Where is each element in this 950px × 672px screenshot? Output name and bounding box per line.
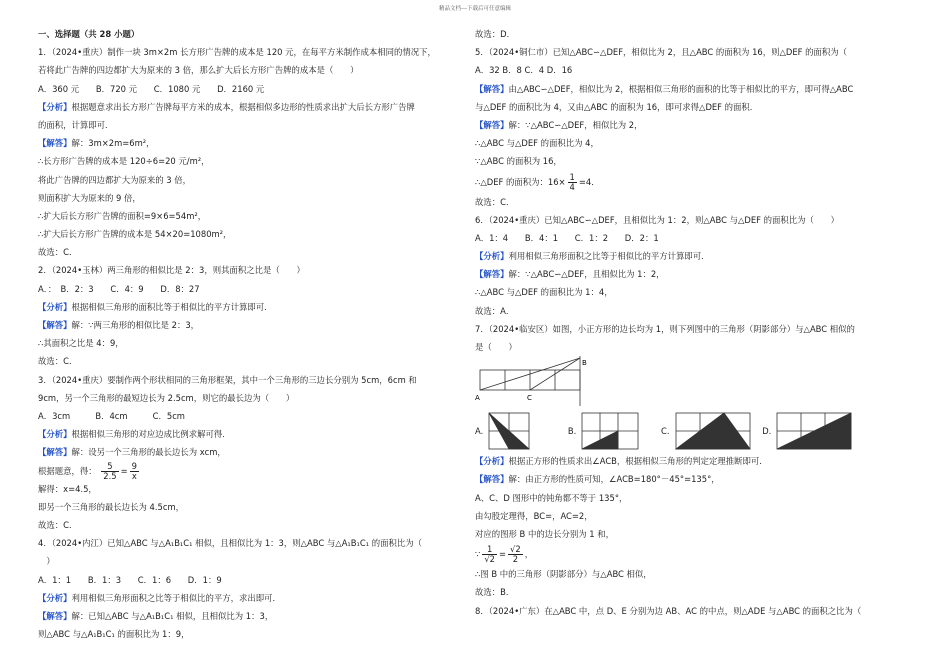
equation-suffix: =4． [578,176,600,187]
text-line [475,470,915,488]
line-text: 由勾股定理得，BC=，AC=2， [475,510,593,521]
text-line [38,80,473,98]
text-line [475,507,915,525]
line-text: 9cm，另一个三角形的最短边长为 2.5cm，则它的最长边为（ ） [38,392,295,403]
text-line [38,171,473,189]
section-tag: 【解答】 [38,138,72,149]
line-text: 5．（2024•铜仁市）已知△ABC∽△DEF，相似比为 2，且△ABC 的面积为 16，则△DEF 的面积为（ [475,47,848,58]
section-tag: 【解答】 [475,119,509,130]
text-line [475,43,915,61]
left-column [38,25,473,643]
text-line [475,193,915,211]
q7-figure [475,356,915,408]
text-line [475,80,915,98]
line-text: 解：已知△ABC 与△A₁B₁C₁ 相似，且相似比为 1：3， [71,611,274,621]
line-text: 则面积扩大为原来的 9 倍， [38,192,141,203]
text-line [38,243,473,261]
denominator: √2 [484,554,496,565]
section-tag: 【分析】 [38,301,72,312]
line-text: 4．（2024•内江）已知△ABC 与△A₁B₁C₁ 相似，且相似比为 1：3，则△ABC 与△A₁B₁C₁ 的面积比为（ [38,538,423,549]
line-text: 解：设另一个三角形的最长边长为 xcm， [71,447,226,458]
option-c-figure[interactable] [674,411,754,451]
text-line [38,480,473,498]
text-line [475,247,915,265]
text-line [475,116,915,134]
label-a: A [475,394,480,403]
text-line [475,152,915,170]
denominator: 4 [569,181,575,192]
fraction [130,462,139,480]
line-text: 解得：x=4.5， [38,483,97,494]
text-line [38,534,473,552]
option-b-figure[interactable] [580,411,644,451]
numerator: √2 [510,544,521,555]
line-text: ∴扩大后长方形广告牌的面积=9×6=54m²， [38,210,207,221]
page-header: 精品文档---下载后可任意编辑 [439,6,511,12]
text-line [475,338,915,356]
text-line [38,225,473,243]
line-text: 8．（2024•广东）在△ABC 中，点 D、E 分别为边 AB、AC 的中点，则△ADE 与△ABC 的面积之比为（ [475,605,862,616]
text-line [38,371,473,389]
denominator: 2 [512,554,519,565]
line-text: 即另一个三角形的最长边长为 4.5cm， [38,501,184,512]
line-text: 对应的图形 B 中的边长分别为 1 和， [475,528,614,539]
text-line [38,116,473,134]
line-text: 解：由正方形的性质可知，∠ACB=180°－45°=135°， [508,474,720,485]
text-line [38,316,473,334]
line-text: 根据相似三角形的面积比等于相似比的平方计算即可． [71,301,273,312]
line-text: ∴扩大后长方形广告牌的成本是 54×20=1080m²， [38,229,232,240]
line-text: 6．（2024•重庆）已知△ABC∽△DEF，且相似比为 1：2，则△ABC 与△DEF 的面积比为（ ） [475,214,840,225]
line-text: A．1：1 B．1：3 C．1：6 D．1：9 [38,574,222,585]
text-line [38,334,473,352]
denominator: x [131,470,137,480]
text-line [38,571,473,589]
numerator: 1 [569,171,575,182]
option-a-figure[interactable] [487,411,551,451]
option-b-label: B. [567,425,577,436]
text-line [38,425,473,443]
section-tag: 【解答】 [38,447,72,458]
line-text: A．1：4 B．4：1 C．1：2 D．2：1 [475,232,659,243]
section-tag: 【解答】 [475,83,509,94]
fraction [482,545,497,564]
line-text: 2．（2024•玉林）两三角形的相似比是 2：3，则其面积之比是（ ） [38,265,305,276]
option-d-label: D. [762,425,772,436]
text-line [475,452,915,470]
fraction [568,173,577,192]
text-line [38,280,473,298]
line-text: 解：3m×2m=6m²， [71,138,155,149]
equation-prefix: 根据题意，得： [38,465,97,476]
text-line [38,498,473,516]
line-text: ∴长方形广告牌的成本是 120÷6=20 元/m²， [38,156,210,167]
text-line [475,602,915,620]
line-text: 故选：C． [38,356,78,367]
fraction [101,462,118,480]
text-line [475,320,915,338]
line-text: 是（ ） [475,342,517,352]
text-line [38,589,473,607]
line-text: 解：∵△ABC∽△DEF，且相似比为 1：2， [508,269,665,280]
text-line [38,134,473,152]
text-line [475,265,915,283]
option-d-figure[interactable] [775,411,855,451]
line-text: 根据正方形的性质求出∠ACB，根据相似三角形的判定定理推断即可． [508,456,768,467]
text-line [38,552,473,570]
line-text: 利用相似三角形面积之比等于相似比的平方计算即可． [508,251,710,262]
line-text: 故选：B． [475,587,515,598]
text-line [38,389,473,407]
text-line [38,25,473,43]
line-text: 解：∵△ABC∽△DEF，相似比为 2， [508,119,643,130]
line-text: ∴图 B 中的三角形（阴影部分）与△ABC 相似， [475,569,652,580]
line-text: ∴△ABC 与△DEF 的面积比为 4， [475,138,599,149]
section-tag: 【分析】 [38,101,72,112]
text-line [475,61,915,79]
text-line [475,25,915,43]
text-line [38,61,473,79]
section-tag: 【解答】 [38,611,72,621]
numerator: 9 [131,461,137,471]
equation-prefix: ∴△DEF 的面积为：16× [475,176,566,187]
label-c: C [527,394,532,403]
text-line [475,489,915,507]
line-text: 故选：A． [475,305,515,316]
line-text: 故选：C． [475,196,515,207]
line-text: 的面积，计算即可． [38,119,114,130]
line-text: ∴其面积之比是 4：9， [38,338,124,349]
text-line [475,211,915,229]
line-text: A．3cm B．4cm C．5cm [38,410,185,421]
option-c-label: C. [661,425,670,436]
text-line [475,98,915,116]
line-text: 根据题意求出长方形广告牌每平方米的成本，根据相似多边形的性质求出扩大后长方形广告牌 [71,101,415,112]
text-line [38,207,473,225]
text-line [38,43,473,61]
line-text: 3．（2024•重庆）要制作两个形状相同的三角形框架，其中一个三角形的三边长分别为 5cm，6cm 和 [38,374,417,385]
line-text: ∴△ABC 与△DEF 的面积比为 1：4， [475,287,613,298]
line-text: 故选：C． [38,520,78,531]
fraction [508,545,523,564]
line-text: 故选：C． [38,247,78,258]
text-line [38,607,473,625]
label-b: B [582,359,587,368]
line-text: 由△ABC∽△DEF，相似比为 2，根据相似三角形的面积的比等于相似比的平方，即可得△ABC [508,83,854,94]
line-text: ∵△ABC 的面积为 16， [475,156,562,167]
line-text: A．32 B．8 C．4 D．16 [475,65,573,76]
line-text: ） [38,556,55,567]
right-column [475,25,915,620]
q7-options [475,408,915,452]
denominator: 2.5 [103,470,117,480]
text-line [475,583,915,601]
equation-line [475,171,915,193]
line-text: 则△ABC 与△A₁B₁C₁ 的面积比为 1：9， [38,629,190,640]
text-line [38,152,473,170]
line-text: A．360 元 B．720 元 C．1080 元 D．2160 元 [38,83,265,94]
section-tag: 【解答】 [38,320,72,330]
text-line [475,283,915,301]
numerator: 1 [482,545,497,555]
equation-line: ∵ $\frac{1}{√2}$ = $\frac{√2}{2}$ ， [475,544,534,565]
section-tag: 【分析】 [38,429,72,440]
text-line [38,261,473,279]
text-line [38,98,473,116]
line-text: 与△DEF 的面积比为 4，又由△ABC 的面积为 16，即可求得△DEF 的面积． [475,101,759,112]
line-text: 根据相似三角形的对应边成比例求解可得． [71,429,231,440]
section-tag: 【分析】 [475,456,509,467]
line-text: 将此广告牌的四边都扩大为原来的 3 倍， [38,174,192,185]
line-text: 一、选择题（共 28 小题） [38,29,140,39]
option-a-label: A. [475,425,484,436]
text-line [38,352,473,370]
line-text: 若将此广告牌的四边都扩大为原来的 3 倍，那么扩大后长方形广告牌的成本是（ ） [38,65,359,76]
line-text: 7．（2024•临安区）如图，小正方形的边长均为 1，则下列图中的三角形（阴影部分）与△ABC 相似的 [475,323,855,334]
line-text: A．： B．2：3 C．4：9 D．8：27 [38,283,200,294]
text-line [475,525,915,543]
text-line [38,298,473,316]
text-line [475,302,915,320]
section-tag: 【分析】 [38,592,72,603]
text-line [38,625,473,643]
grid-figure-abc [475,356,595,406]
section-tag: 【分析】 [475,251,509,262]
line-text: 1．（2024•重庆）制作一块 3m×2m 长方形广告牌的成本是 120 元，在每平方米制作成本相同的情况下， [38,47,436,58]
equation-suffix: ， [524,549,534,560]
section-tag: 【解答】 [475,269,509,280]
text-line [38,516,473,534]
line-text: 解：∵两三角形的相似比是 2：3， [71,320,200,330]
text-line [475,134,915,152]
section-tag: 【解答】 [475,474,509,485]
line-text: 故选：D． [475,29,515,39]
text-line [38,189,473,207]
numerator: 5 [101,462,118,472]
equation-prefix: ∵ [475,549,481,560]
text-line [38,443,473,461]
text-line [475,565,915,583]
line-text: 利用相似三角形面积之比等于相似比的平方，求出即可． [71,592,281,603]
equation-line: 根据题意，得： $\frac{5}{2.5}$ = $\frac{9}{x}$ [38,461,137,480]
line-text: A、C、D 图形中的钝角都不等于 135°， [475,492,628,503]
text-line [38,407,473,425]
text-line [475,229,915,247]
